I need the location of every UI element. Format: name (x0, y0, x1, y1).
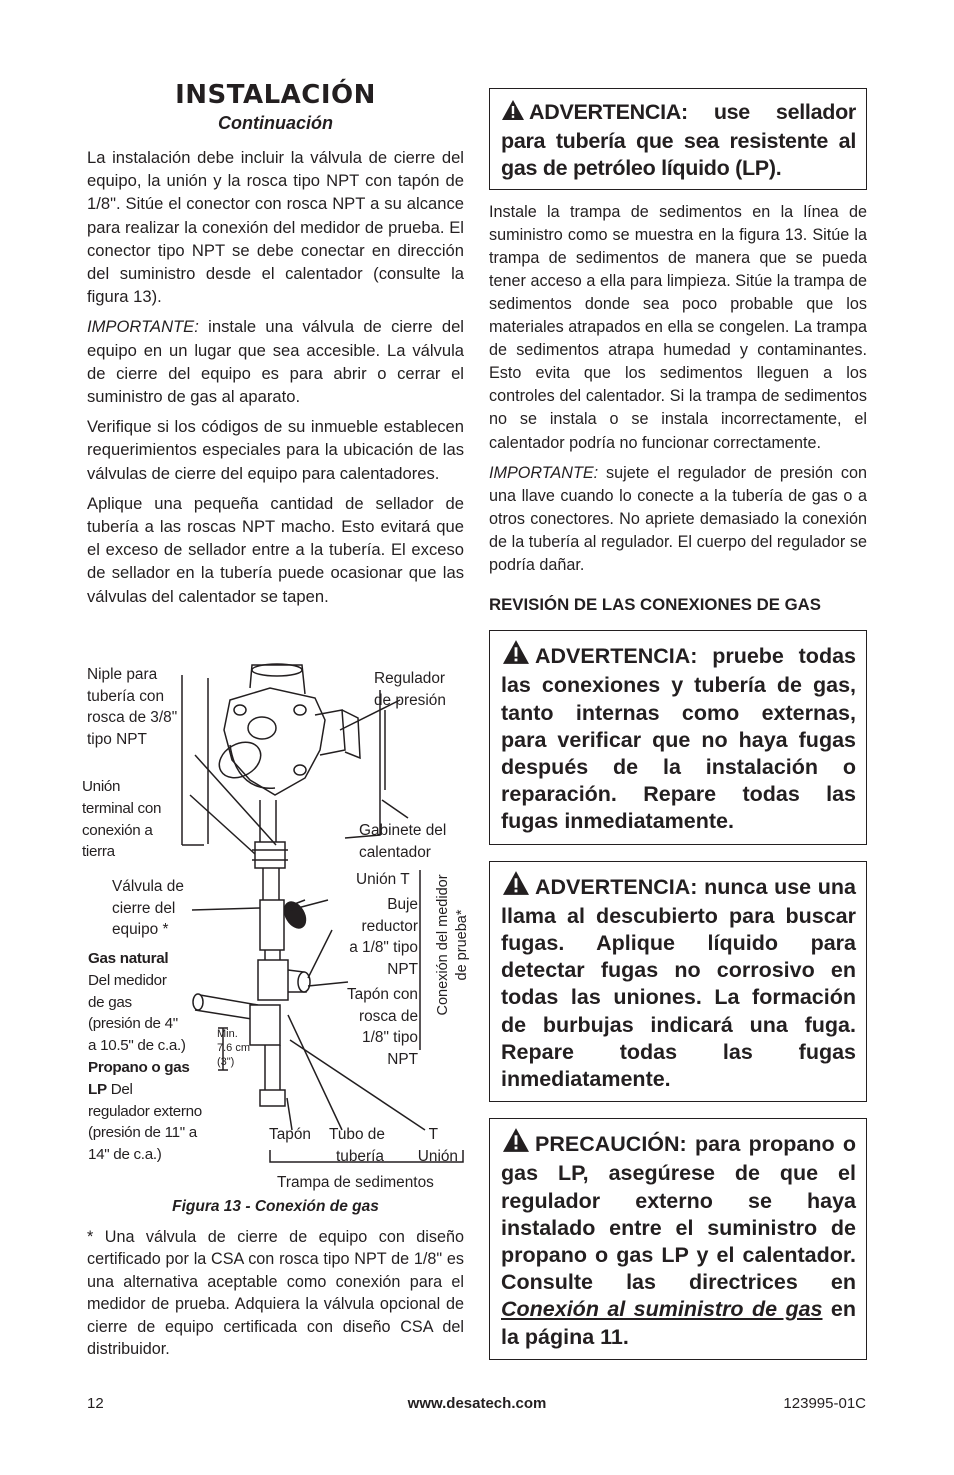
caution-lp-regulator (489, 1118, 867, 1360)
important-label: IMPORTANTE: (87, 317, 199, 337)
label-buje: Buje reductor a 1/8" tipo NPT (349, 896, 418, 978)
footnote: * Una válvula de cierre de equipo con diseño certificado por la CSA con rosca tipo NPT de 1/8" es una alternativa aceptable como conexión para el medidor de prueba. Adquiera la válvula opcional de cierre de equipo certificada con diseño CSA del distribuidor. (87, 1228, 464, 1359)
left-column (87, 78, 464, 615)
warning-triangle-icon (501, 639, 531, 672)
section-heading-gas-check: REVISIÓN DE LAS CONEXIONES DE GAS (489, 595, 821, 615)
warning-no-flame (489, 861, 867, 1103)
label-union-terminal: Unión terminal con conexión a tierra (82, 778, 162, 861)
warning-test-leaks-text: ADVERTENCIA: pruebe todas las conexiones y tubería de gas, tanto internas como externas, para verificar que no haya fugas después de la instalación o reparación. Repare todas las fugas inmediatamente. (501, 644, 856, 834)
right-column (489, 88, 867, 1360)
figure-gas-connection (80, 660, 480, 1200)
label-trampa: Trampa de sedimentos (277, 1174, 434, 1191)
important-text: instale una válvula de cierre del equipo en un lugar que sea accesible. La válvula de cierre del equipo es para abrir o cerrar el suministro de gas al aparato. (87, 317, 464, 407)
label-tubo: Tubo de tubería (329, 1126, 385, 1165)
warning-sealant-text: ADVERTENCIA: use sellador para tubería que sea resistente al gas de petróleo líquido (LP). (501, 100, 856, 181)
paragraph-codes: Verifique si los códigos de su inmueble establecen requerimientos especiales para la ubicación de las válvulas de cierre del equipo para calentadores. (87, 417, 464, 483)
warning-triangle-icon (501, 99, 525, 128)
label-union-t: Unión T (356, 871, 410, 888)
warning-triangle-icon (501, 870, 531, 903)
label-conexion-medidor: Conexión del medidor de prueba* (435, 874, 470, 1016)
footer-url[interactable]: www.desatech.com (407, 1395, 547, 1412)
important-text-right: sujete el regulador de presión con una llave cuando lo conecte a la tubería de gas o a otros conectores. No apriete demasiado la conexión de la tubería al regulador. El cuerpo del regulador se podría dañar. (489, 463, 867, 575)
important-label-right: IMPORTANTE: (489, 463, 599, 482)
warning-test-leaks (489, 630, 867, 844)
paragraph-sediment-trap: Instale la trampa de sedimentos en la línea de suministro como se muestra en la figura 13. Sitúe la trampa de sedimentos de manera que se pueda tener acceso a ella para limpieza. Sitúe la trampa de sedimentos donde sea poco probable que los materiales atrapados en ella se congelen. La trampa de sedimentos atrapa humedad y contaminantes. Esto evita que los sedimentos lleguen a los controles del calentador. Si la trampa de sedimentos no se instala o se instala incorrectamente, el calentador podría no funcionar correctamente. (489, 202, 867, 452)
paragraph-install-requirements: La instalación debe incluir la válvula de cierre del equipo, la unión y la rosca tipo NPT con tapón de 1/8". Sitúe el conector con rosca NPT a su alcance para realizar la conexión del medidor de prueba. El conector tipo NPT se debe conectar en dirección del suministro desde el calentador (consulte la figura 13). (87, 148, 464, 307)
paragraph-important-regulator (489, 462, 867, 577)
warning-triangle-icon (501, 1127, 531, 1160)
page-number: 12 (87, 1395, 104, 1412)
document-code: 123995-01C (783, 1395, 866, 1412)
warning-no-flame-text: ADVERTENCIA: nunca use una llama al descubierto para buscar fugas. Aplique líquido para detectar fugas no corrosivo en todas las uniones. La formación de burbujas indicará una fuga. Repare todas las fugas inmediatamente. (501, 874, 856, 1091)
label-tapon: Tapón (269, 1126, 311, 1143)
label-niple: Niple para tubería con rosca de 3/8" tipo NPT (87, 666, 178, 748)
label-gas-natural: Gas natural Del medidor de gas (presión de 4" a 10.5" de c.a.) Propano o gas LP Del regulador externo (presión de 11" a 14" de c.a.) (88, 950, 202, 1164)
page-subtitle: Continuación (218, 113, 333, 133)
label-t-union: T Unión (417, 1126, 458, 1165)
label-regulador: Regulador de presión (374, 670, 446, 709)
gas-supply-link[interactable]: Conexión al suministro de gas (501, 1297, 823, 1322)
caution-text-end: en la página 11. (501, 1297, 856, 1349)
paragraph-sealant: Aplique una pequeña cantidad de sellador de tubería a las roscas NPT macho. Esto evitará que el exceso de sellador entre a la tubería. El exceso de sellador en la tubería puede ocasionar que las válvulas del calentador se tapen. (87, 493, 464, 606)
figure-caption: Figura 13 - Conexión de gas (172, 1198, 379, 1215)
label-min-distance: Min. 7.6 cm (3") (217, 1028, 251, 1068)
label-gabinete: Gabinete del calentador (359, 822, 447, 861)
label-valvula: Válvula de cierre del equipo * (112, 878, 184, 938)
paragraph-important-valve (87, 315, 464, 408)
label-tapon-rosca: Tapón con rosca de 1/8" tipo NPT (346, 986, 418, 1068)
warning-sealant (489, 88, 867, 190)
page-title: INSTALACIÓN (175, 80, 376, 110)
caution-text: PRECAUCIÓN: para propano o gas LP, asegúrese de que el regulador externo se haya instalado entre el suministro de propano o gas LP y el calentador. Consulte las directrices en (501, 1132, 856, 1295)
